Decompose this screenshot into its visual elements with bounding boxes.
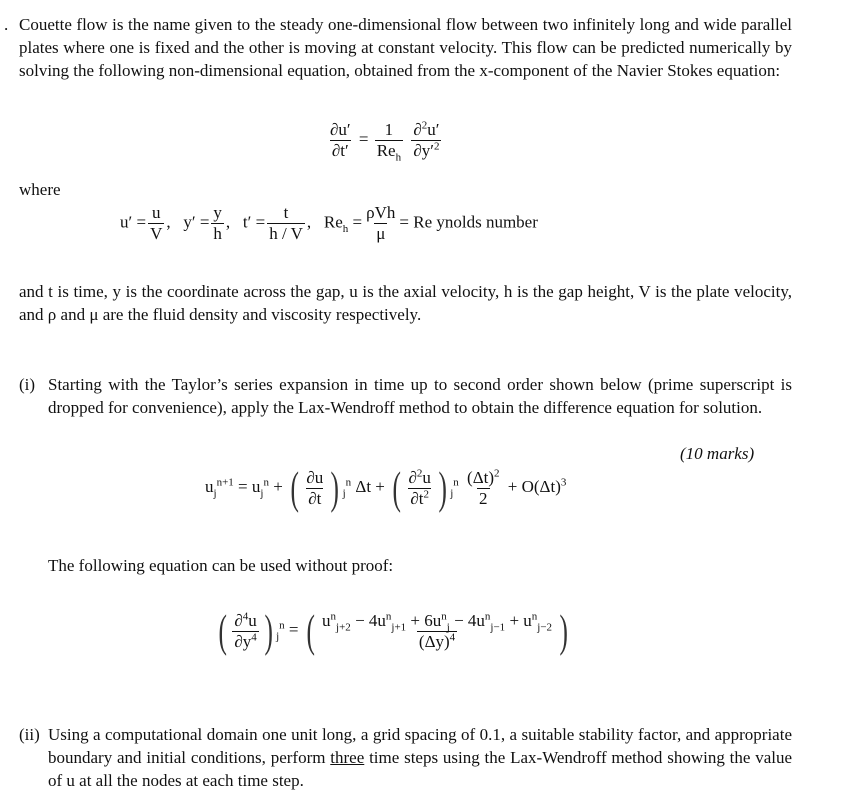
taylor-series-equation: $u_j^{n+1} = u_j^n$ + ( $\frac{\partial u}{\partial t}$ ) $_j^n$ Δt + ( $\frac{\partial^2u}{\partial t^2}$ ) $_j^n$ $\frac{(\Delta t)^2}{2}$ + $O(\Delta t)^3$ [205, 462, 567, 513]
governing-equation: $\frac{\partial u'}{\partial t'}$ = $\frac{1}{Re_h}$ $\frac{\partial^2u'}{\partial y'^2}$ [330, 119, 440, 164]
part-i-question: Starting with the Taylor’s series expansion in time up to second order shown below (prime superscript is dropped for convenience), apply the Lax-Wendroff method to obtain the difference equation for solution. [48, 375, 792, 417]
fourth-derivative-equation: ( $\frac{\partial^4u}{\partial y^4}$ ) $_j^n$ = ( $\frac{u^n_{j+2} - 4u^n_{j+1} + 6u^n_j - 4u^n_{j-1} + u^n_{j-2}}{(\Delta y)^4}$ ) [218, 605, 568, 656]
reynolds-number-label: = Re ynolds number [399, 212, 538, 232]
part-ii-text-before: Using a computational domain one unit long, a grid spacing of 0.1, a suitable stability factor, and appropriate boundary and initial conditions, perform [48, 725, 792, 767]
part-ii-underlined-word: three [330, 748, 365, 767]
part-i-label: (i) [19, 375, 36, 394]
nondimensional-definitions: u′ = $\frac{u}{V}$ , y′ = $\frac{y}{h}$ , t′ = $\frac{t}{h / V}$ , $Re_h$ = $\frac{\text{ρVh}}{\mu}$ = Re ynolds number [120, 203, 538, 243]
bullet-marker: . [4, 15, 9, 34]
definitions-paragraph: and t is time, y is the coordinate across the gap, u is the axial velocity, h is the gap height, V is the plate velocity, and ρ and μ are the fluid density and viscosity respectively. [19, 282, 792, 324]
proof-note: The following equation can be used without proof: [48, 556, 394, 575]
where-label: where [19, 180, 61, 199]
part-ii-text-after: time steps using the Lax-Wendroff method showing the value of u at all the nodes at each time step. [48, 748, 793, 790]
part-ii-question [48, 723, 792, 792]
part-i-marks: (10 marks) [680, 444, 755, 463]
intro-paragraph: Couette flow is the name given to the steady one-dimensional flow between two infinitely long and wide parallel plates where one is fixed and the other is moving at constant velocity. This flow can be predicted numerically by solving the following non-dimensional equation, obtained from the x-component of the Navier Stokes equation: [19, 15, 792, 80]
part-ii-label: (ii) [19, 725, 40, 744]
